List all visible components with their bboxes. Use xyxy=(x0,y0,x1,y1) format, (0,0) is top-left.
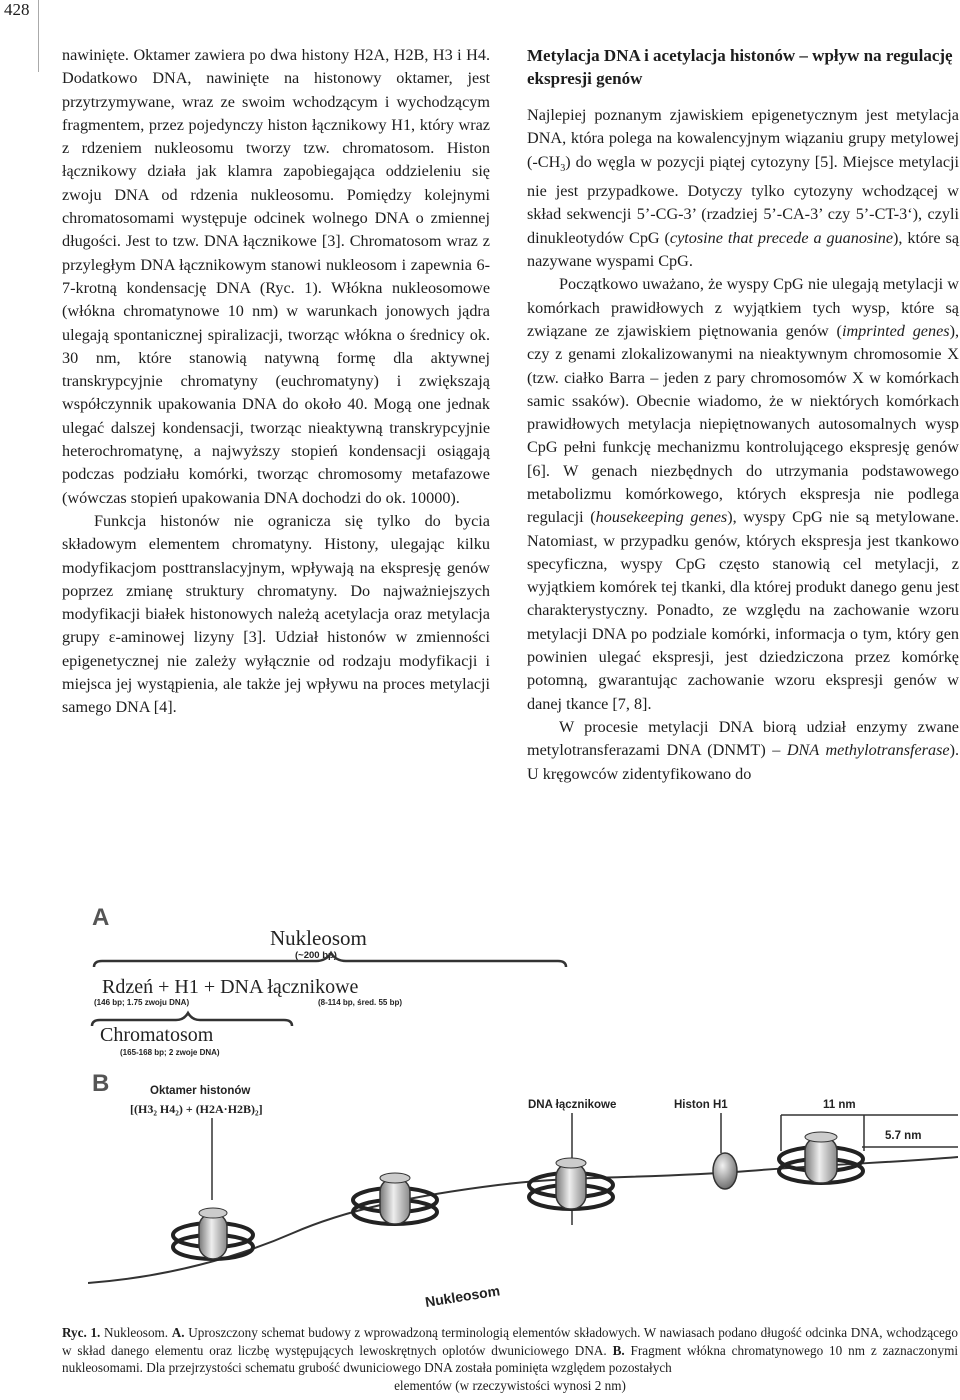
section-title: Metylacja DNA i acetylacja histonów – wpływ na regulację ekspresji genów xyxy=(527,46,953,88)
nukleosom-bottom-label: Nukleosom xyxy=(423,1282,502,1310)
panel-b-label: B xyxy=(92,1070,110,1097)
nucleosome-3 xyxy=(529,1158,613,1209)
margin-rule xyxy=(38,0,39,72)
histone-h1-icon xyxy=(713,1153,737,1189)
nukleosom-title: Nukleosom xyxy=(270,926,367,950)
rdzen-sub-right: (8-114 bp, śred. 55 bp) xyxy=(318,998,403,1007)
right-paragraph-2: Początkowo uważano, że wyspy CpG nie ulegają metylacji w komórkach prawidłowych z wyjątkiem tych wysp, które są związane ze zjawiskiem piętnowania genów (imprinted genes), czy z genami zlokalizowanymi na nieaktywnym chromosomie X (tzw. ciałko Barra – jeden z pary chromosomów X w komórkach samic ssaków). Obecnie wiadomo, że w niektórych komórkach prawidłowych metylacja niepiętnowanych autosomalnych wysp CpG pełni funkcję mechanizmu kontrolującego ekspresję genów [6]. W genach niezbędnych do utrzymania podstawowego metabolizmu komórkowego, których ekspresja nie podlega regulacji (housekeeping genes), wyspy CpG nie są metylowane. Natomiast, w przypadku genów, których ekspresja jest tkankowo specyficzna, wyspy CpG często stanowią cel metylacji, z wyjątkiem komórek tej tkanki, dla której produkt danego genu jest charakterystyczny. Ponadto, ze względu na zachowanie wzoru metylacji DNA po podziale komórki, informacja o tym, który gen powinien ulegać ekspresji, jest dziedziczona przez komórkę potomną, gwarantując zachowanie wzoru ekspresji genów w danej tkance [7, 8]. xyxy=(527,275,959,713)
nucleosome-2 xyxy=(353,1173,437,1224)
chromatosom-title: Chromatosom xyxy=(100,1024,214,1046)
caption-last-line: elementów (w rzeczywistości wynosi 2 nm) xyxy=(394,1377,626,1393)
histon-h1-label: Histon H1 xyxy=(674,1099,728,1111)
rdzen-sub-left: (146 bp; 1.75 zwoju DNA) xyxy=(94,998,190,1007)
nucleosome-1 xyxy=(173,1208,253,1259)
figure-caption xyxy=(62,1324,958,1394)
oktamer-formula: [(H3₂ H4₂) + (H2A·H2B)₂] xyxy=(130,1102,263,1116)
panel-a-label: A xyxy=(92,904,110,931)
nucleosome-figure xyxy=(88,895,958,1315)
right-paragraph-1: Najlepiej poznanym zjawiskiem epigenetycznym jest metylacja DNA, która polega na kowalencyjnym wiązaniu grupy metylowej $(-CH_3)$ do węgla w pozycji piątej cytozyny [5]. Miejsce metylacji nie jest przypadkowe. Dotyczy tylko cytozyny wchodzącej w skład sekwencji 5’-CG-3’ (rzadziej 5’-CA-3’ czy 5’-CT-3‘), czyli dinukleotydów CpG (cytosine that precede a guanosine), które są nazywane wyspami CpG. xyxy=(527,106,960,271)
right-column xyxy=(527,44,959,786)
chromatosom-subtitle: (165-168 bp; 2 zwoje DNA) xyxy=(120,1048,220,1057)
nm11-label: 11 nm xyxy=(823,1099,856,1111)
nm57-label: 5.7 nm xyxy=(885,1130,922,1142)
nucleosome-4 xyxy=(779,1132,863,1183)
left-paragraph-2: Funkcja histonów nie ogranicza się tylko do bycia składowym elementem chromatyny. Histony, ulegając kilku modyfikacjom posttranslacyjnym, wpływają na ekspresję genów poprzez zmianę struktury chromatyny. Do najważniejszych modyfikacji białek histonowych należą acetylacja oraz metylacja grupy ε-aminowej lizyny [3]. Udział histonów w zmienności epigenetycznej nie zależy wyłącznie od rodzaju modyfikacji i miejsca jej wystąpienia, ale także jej wpływu na proces metylacji samego DNA [4]. xyxy=(62,511,490,717)
page-number: 428 xyxy=(4,0,30,19)
rdzen-title: Rdzeń + H1 + DNA łącznikowe xyxy=(102,976,359,998)
dna-lacznikowe-label: DNA łącznikowe xyxy=(528,1099,617,1111)
left-paragraph-1: nawinięte. Oktamer zawiera po dwa histony H2A, H2B, H3 i H4. Dodatkowo DNA, nawinięte na histonowy oktamer, jest przytrzymywane, wraz ze swoim wchodzącym i wychodzącym fragmentem, przez pojedynczy histon łącznikowy H1, który wraz z rdzeniem nukleosomu tworzy tzw. chromatosom. Histon łącznikowy działa jak klamra zapobiegająca oddzieleniu się zwoju DNA od rdzenia nukleosomu. Pomiędzy kolejnymi chromatosomami występuje odcinek wolnego DNA o zmiennej długości. Jest to tzw. DNA łącznikowe [3]. Chromatosom wraz z przyległym DNA łącznikowym stanowi nukleosom i zapewnia 6-7-krotną kondensację DNA (Ryc. 1). Włókna nukleosomowe (włókna chromatynowe 10 nm) w warunkach jonowych jądra ulegają spontanicznej spiralizacji, tworząc włókna o średnicy ok. 30 nm, które stanowią natywną formę dla aktywnej transkrypcyjnie chromatyny (euchromatyny) i zwiększają współczynnik upakowania DNA do około 40. Mogą one jednak ulegać dalszej kondensacji, tworząc nieaktywną transkrypcyjnie heterochromatynę, a najwyższy stopień kondensacji osiągają podczas podziału komórki, tworząc chromosomy metafazowe (wówczas stopień upakowania DNA dochodzi do ok. 10000). xyxy=(62,46,490,507)
oktamer-label: Oktamer histonów xyxy=(150,1085,251,1097)
left-column xyxy=(62,44,490,720)
nukleosom-subtitle: (~200 bp) xyxy=(295,950,337,961)
right-paragraph-3: W procesie metylacji DNA biorą udział enzymy zwane metylotransferazami DNA (DNMT) – DNA methylotransferase). U kręgowców zidentyfikowano do xyxy=(527,717,959,783)
caption-text: Ryc. 1. Nukleosom. A. Uproszczony schemat budowy z wprowadzoną terminologią elementów składowych. W nawiasach podano długość odcinka DNA, wchodzącego w skład danego elementu oraz liczbę występujących lewoskrętnych oplotów dwuniciowego DNA. B. Fragment włókna chromatynowego 10 nm z zaznaczonymi nukleosomami. Dla przejrzystości schematu grubość dwuniciowego DNA została pominięta względem pozostałych xyxy=(62,1325,958,1375)
